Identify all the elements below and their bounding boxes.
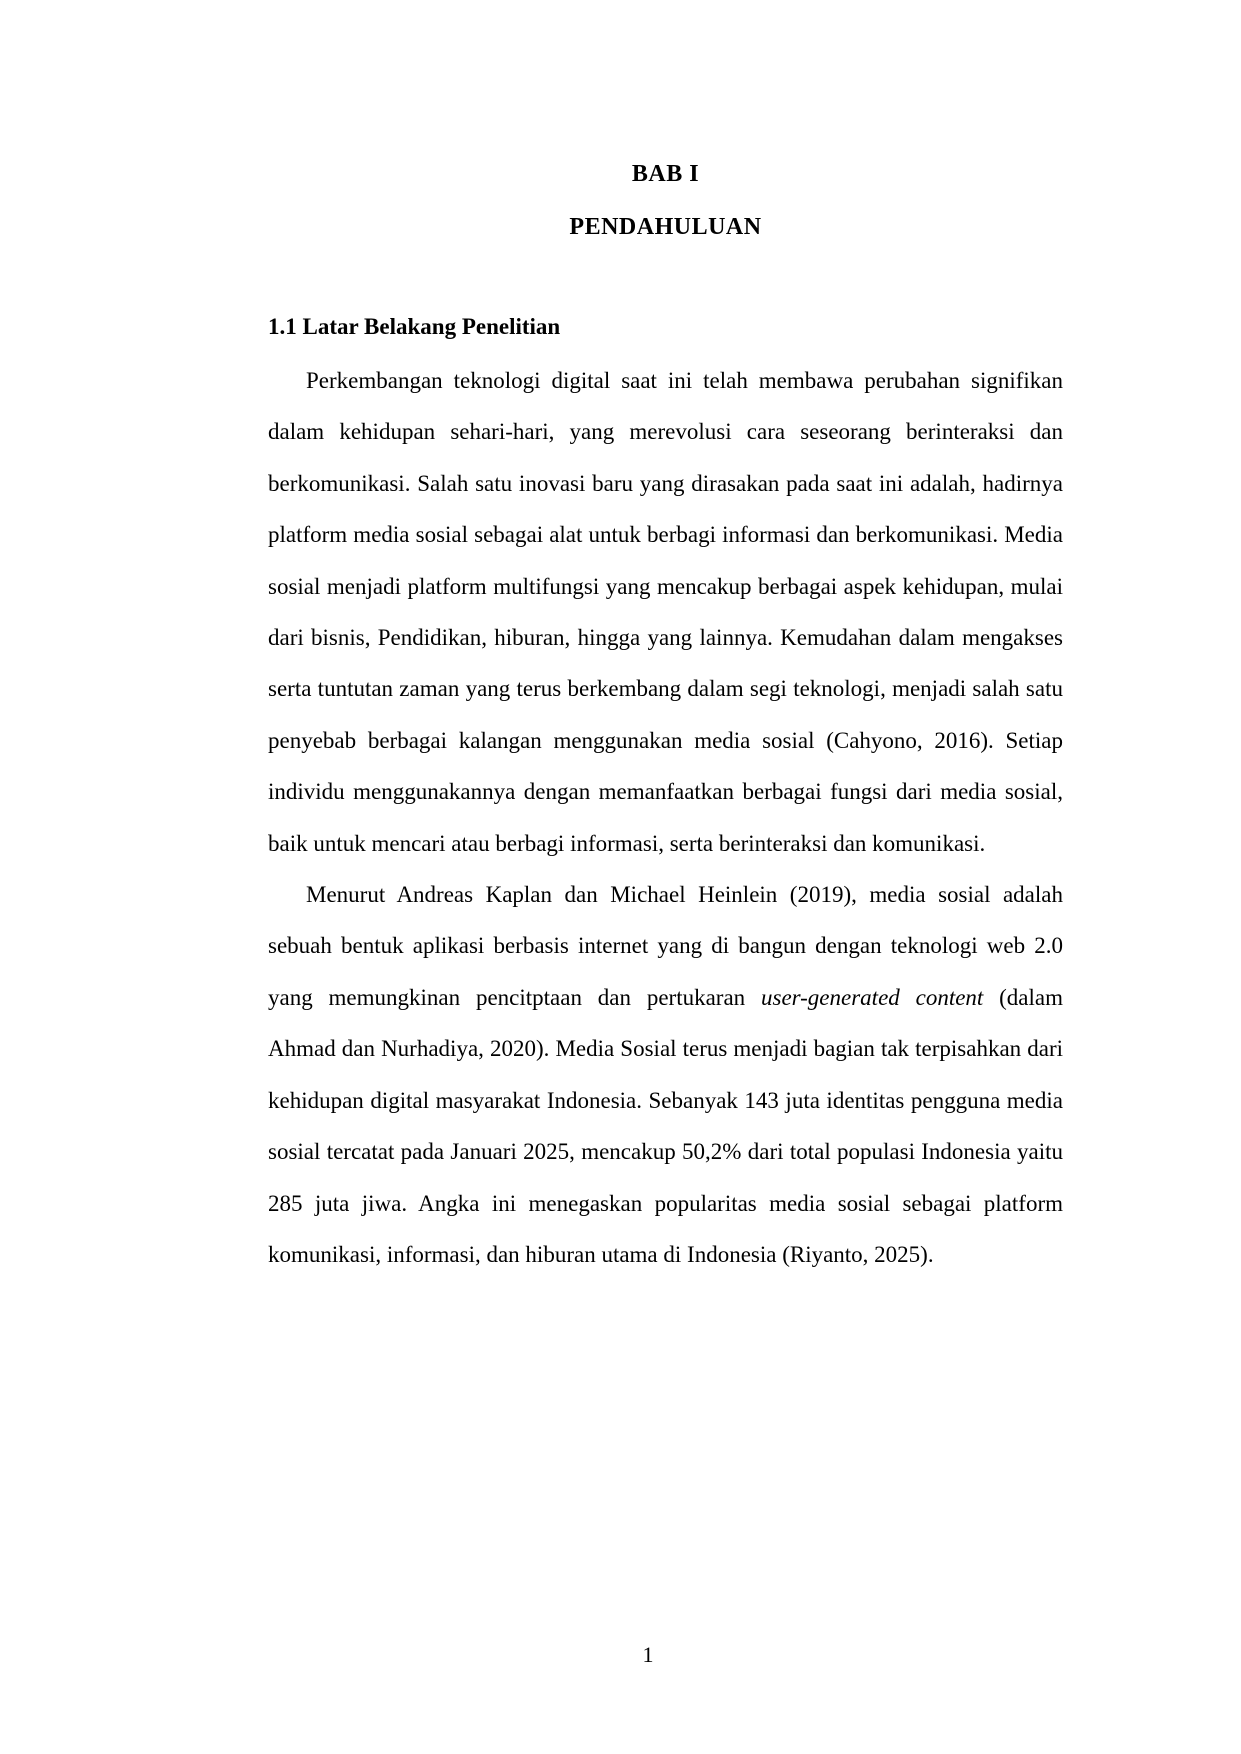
italic-text-segment: user-generated content (761, 984, 984, 1010)
text-segment: Menurut Andreas Kaplan dan Michael Heinlein (2019), media sosial adalah sebuah bentuk aplikasi berbasis internet yang di bangun dengan teknologi web 2.0 yang memungkinan pencitptaan dan pertukaran (268, 882, 1063, 1010)
text-segment: Perkembangan teknologi digital saat ini telah membawa perubahan signifikan dalam kehidupan sehari-hari, yang merevolusi cara seseorang berinteraksi dan berkomunikasi. Salah satu inovasi baru yang dirasakan pada saat ini adalah, hadirnya platform media sosial sebagai alat untuk berbagi informasi dan berkomunikasi. Media sosial menjadi platform multifungsi yang mencakup berbagai aspek kehidupan, mulai dari bisnis, Pendidikan, hiburan, hingga yang lainnya. Kemudahan dalam mengakses serta tuntutan zaman yang terus berkembang dalam segi teknologi, menjadi salah satu penyebab berbagai kalangan menggunakan media sosial (Cahyono, 2016). Setiap individu menggunakannya dengan memanfaatkan berbagai fungsi dari media sosial, baik untuk mencari atau berbagi informasi, serta berinteraksi dan komunikasi. (268, 368, 1063, 856)
section-heading: 1.1 Latar Belakang Penelitian (268, 314, 561, 339)
chapter-heading (268, 148, 1063, 254)
page-number: 1 (642, 1642, 654, 1667)
page-content (268, 0, 1063, 1280)
text-segment: (dalam Ahmad dan Nurhadiya, 2020). Media Sosial terus menjadi bagian tak terpisahkan dari kehidupan digital masyarakat Indonesia. Sebanyak 143 juta identitas pengguna media sosial tercatat pada Januari 2025, mencakup 50,2% dari total populasi Indonesia yaitu 285 juta jiwa. Angka ini menegaskan popularitas media sosial sebagai platform komunikasi, informasi, dan hiburan utama di Indonesia (Riyanto, 2025). (268, 984, 1063, 1267)
paragraph (268, 355, 1063, 869)
chapter-number: BAB I (631, 161, 700, 187)
paragraph-list (268, 355, 1063, 1280)
chapter-title: PENDAHULUAN (569, 214, 762, 240)
paragraph (268, 869, 1063, 1280)
